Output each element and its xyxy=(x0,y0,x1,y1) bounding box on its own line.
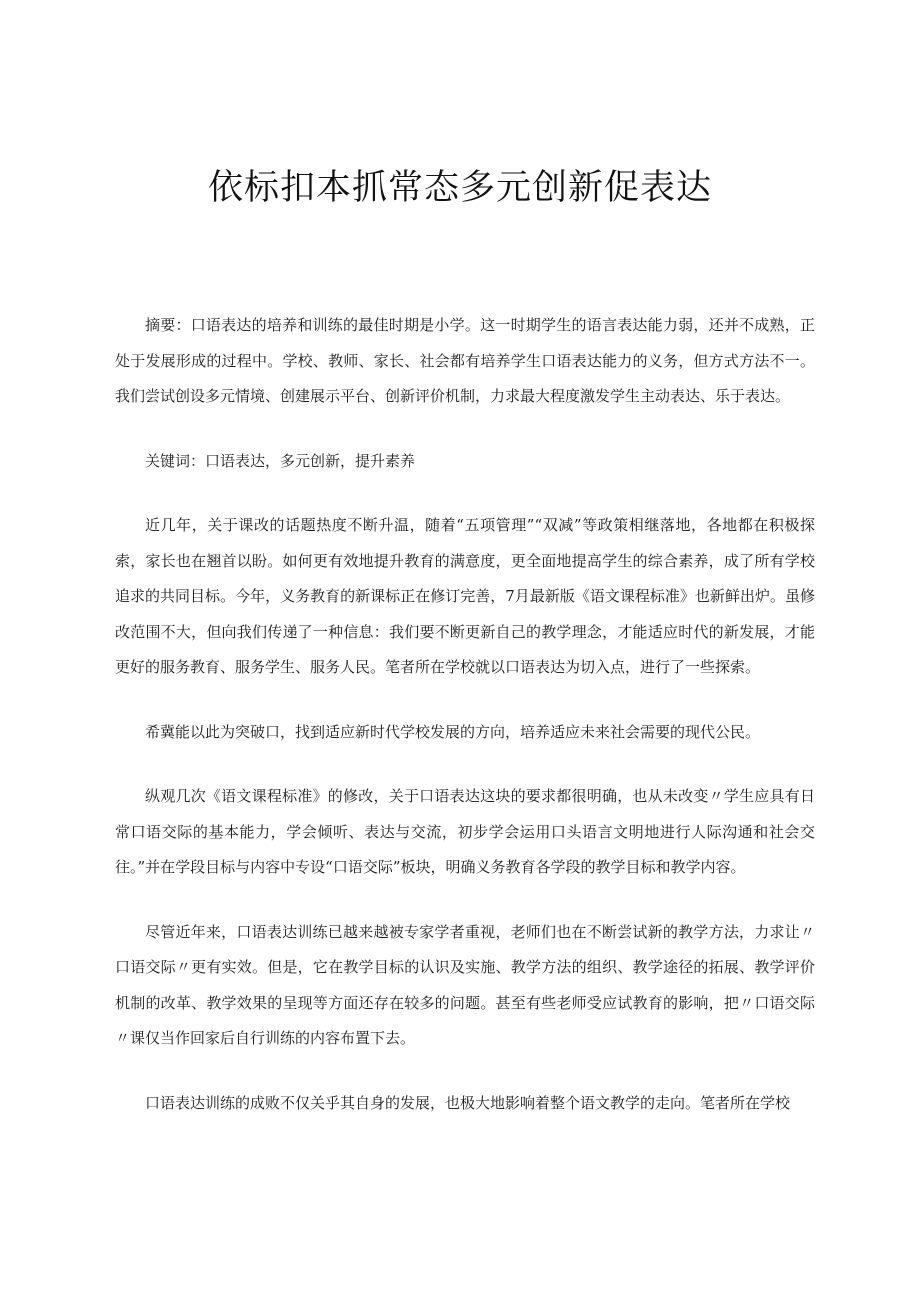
document-title: 依标扣本抓常态多元创新促表达 xyxy=(207,168,712,208)
body-paragraph: 口语表达训练的成败不仅关乎其自身的发展，也极大地影响着整个语文教学的走向。笔者所在学校 xyxy=(145,1093,791,1112)
body-paragraph: 纵观几次《语文课程标准》的修改，关于口语表达这块的要求都很明确，也从未改变〃学生应具有日常口语交际的基本能力，学会倾听、表达与交流，初步学会运用口头语言文明地进行人际沟通和社会交往。”并在学段目标与内容中专设“口语交际”板块，明确义务教育各学段的教学目标和教学内容。 xyxy=(115,787,815,876)
body-paragraph: 尽管近年来，口语表达训练已越来越被专家学者重视，老师们也在不断尝试新的教学方法，力求让〃口语交际〃更有实效。但是，它在教学目标的认识及实施、教学方法的组织、教学途径的拓展、教学评价机制的改革、教学效果的呈现等方面还存在较多的问题。甚至有些老师受应试教育的影响，把〃口语交际〃课仅当作回家后自行训练的内容布置下去。 xyxy=(115,922,815,1047)
keywords-paragraph: 关键词：口语表达，多元创新，提升素养 xyxy=(145,451,416,470)
document-body xyxy=(115,308,815,1121)
body-paragraph: 希冀能以此为突破口，找到适应新时代学校发展的方向，培养适应未来社会需要的现代公民。 xyxy=(145,722,761,741)
body-paragraph: 近几年，关于课改的话题热度不断升温，随着“五项管理”“双减”等政策相继落地，各地都在积极探索，家长也在翘首以盼。如何更有效地提升教育的满意度，更全面地提高学生的综合素养，成了所有学校追求的共同目标。今年，义务教育的新课标正在修订完善，7月最新版《语文课程标准》也新鲜出炉。虽修改范围不大，但向我们传递了一种信息：我们要不断更新自己的教学理念，才能适应时代的新发展，才能更好的服务教育、服务学生、服务人民。笔者所在学校就以口语表达为切入点，进行了一些探索。 xyxy=(115,516,815,676)
abstract-paragraph: 摘要：口语表达的培养和训练的最佳时期是小学。这一时期学生的语言表达能力弱，还并不成熟，正处于发展形成的过程中。学校、教师、家长、社会都有培养学生口语表达能力的义务，但方式方法不一。我们尝试创设多元情境、创建展示平台、创新评价机制，力求最大程度激发学生主动表达、乐于表达。 xyxy=(115,316,815,405)
